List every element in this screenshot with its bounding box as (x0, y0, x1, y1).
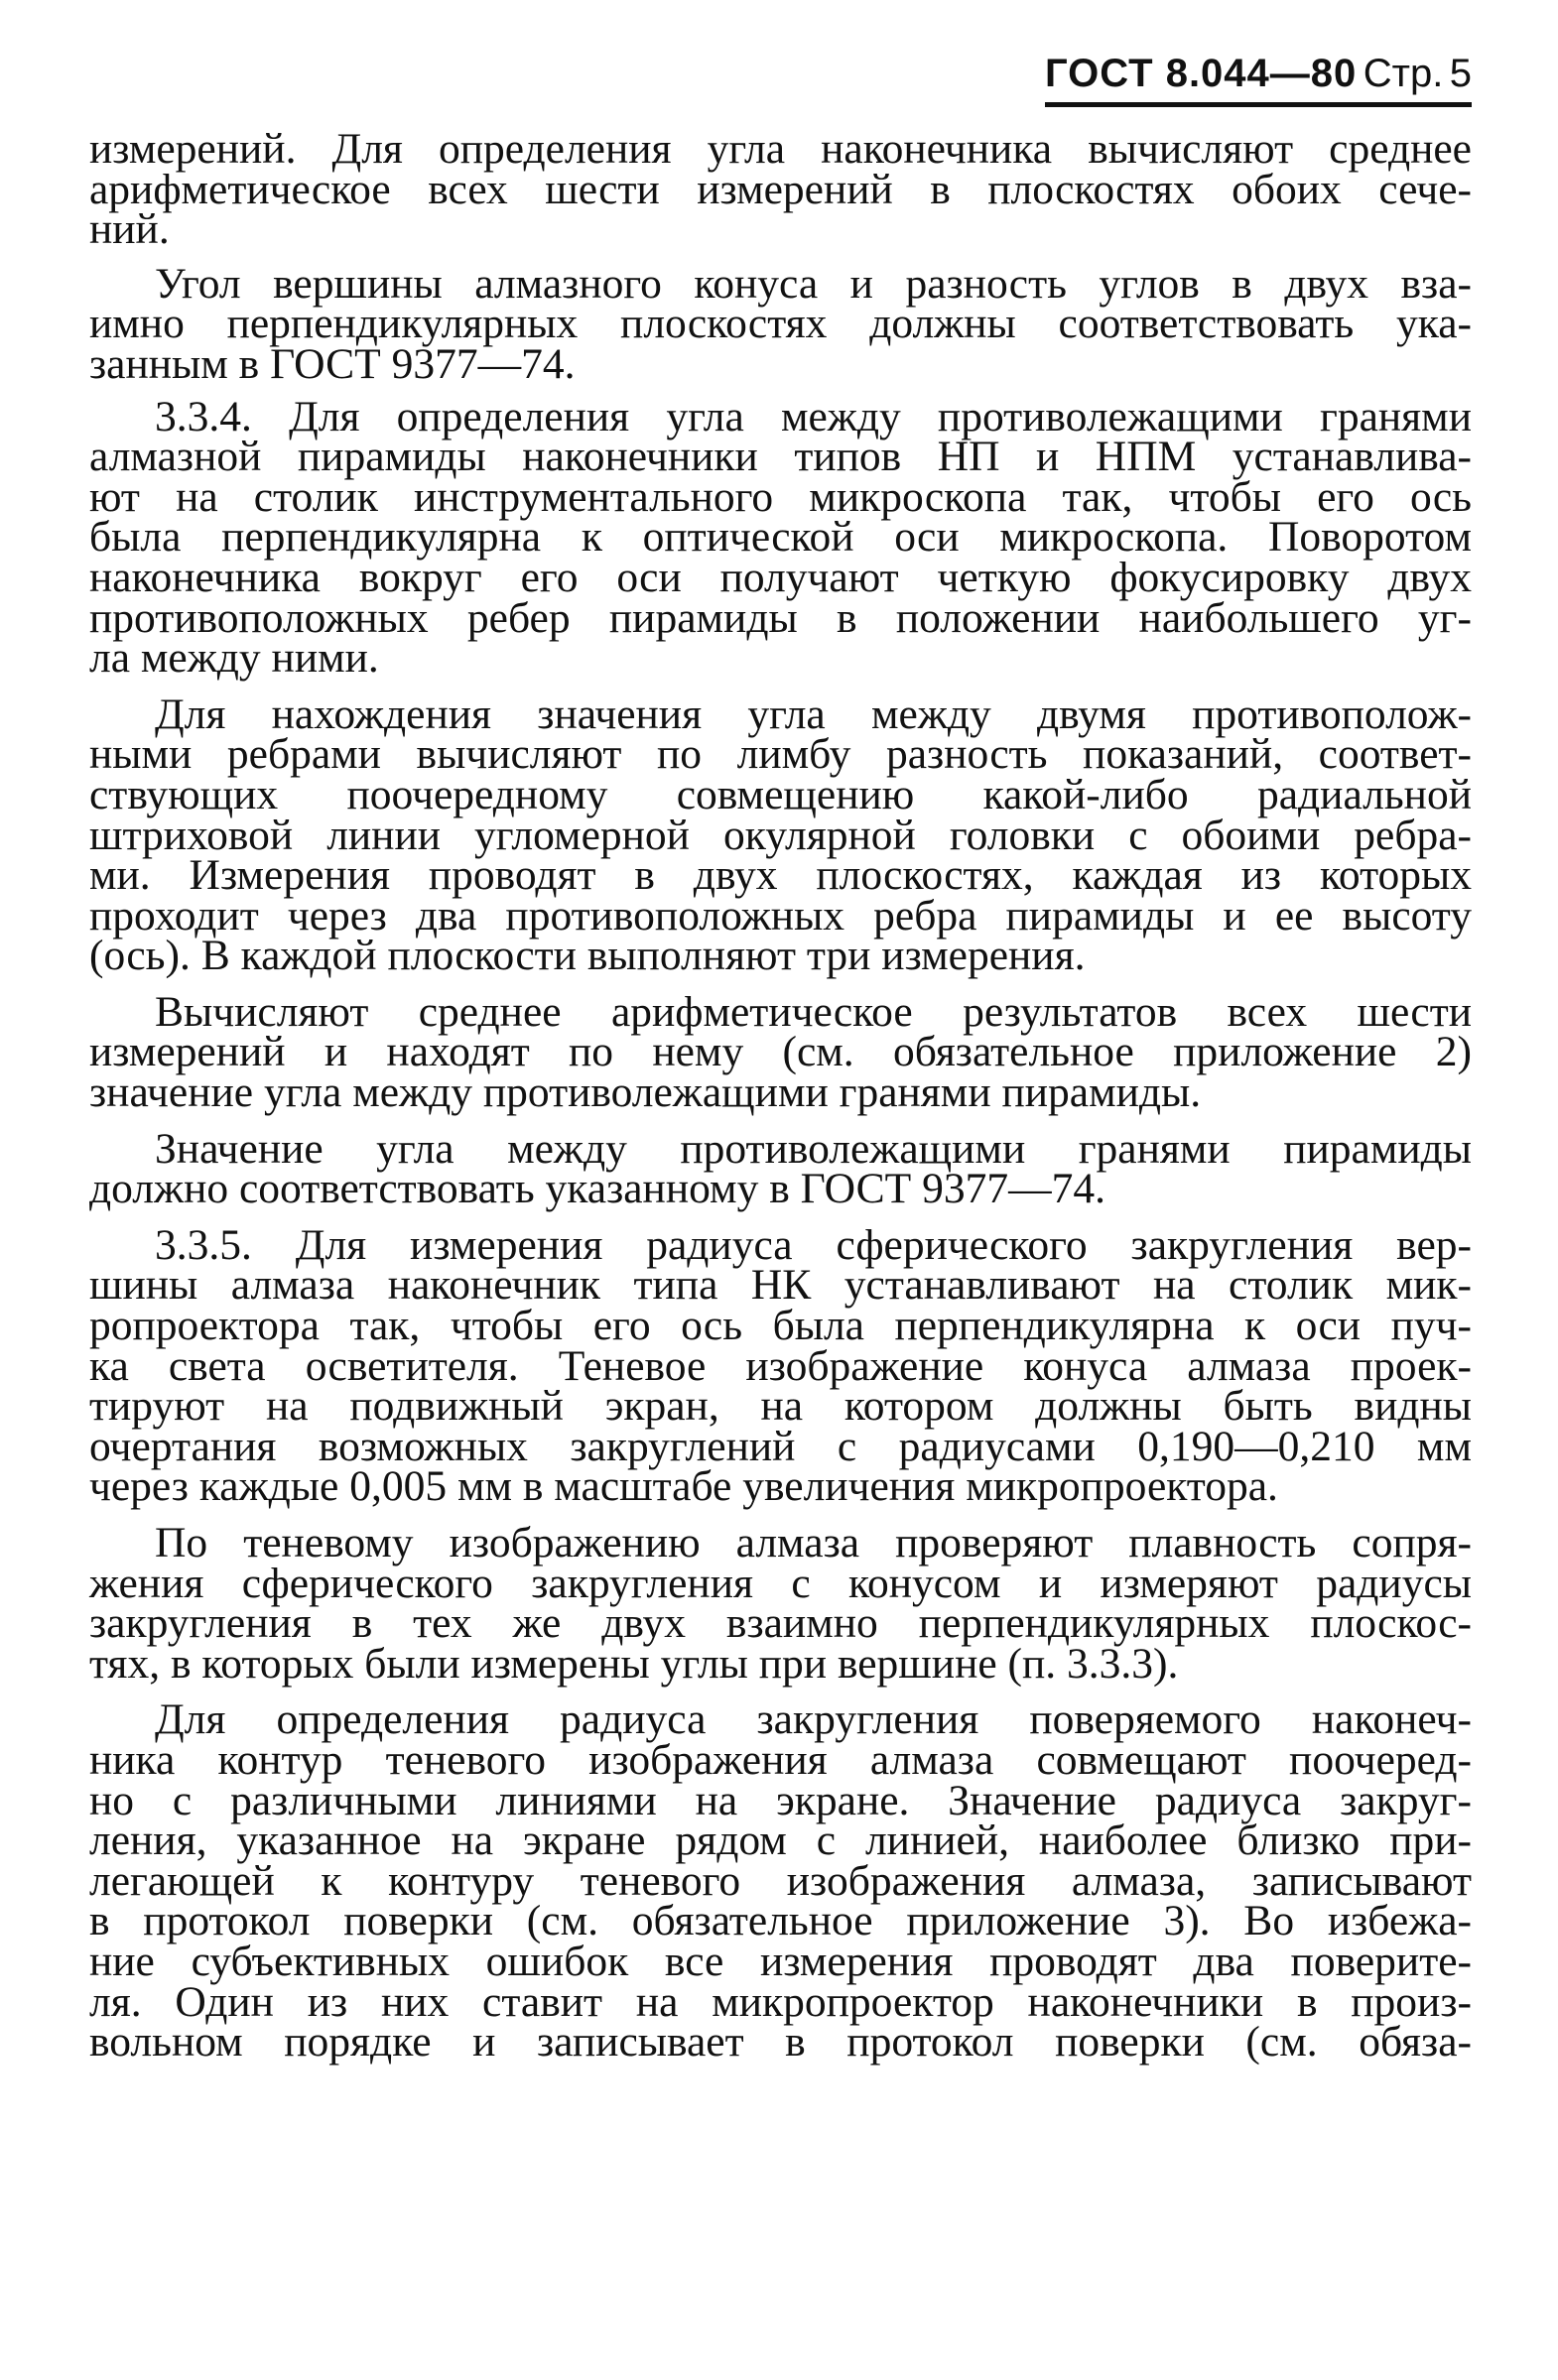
text-line: ными ребрами вычисляют по лимбу разность показаний, соответ- (89, 730, 1472, 779)
text-line: занным в ГОСТ 9377—74. (89, 339, 576, 388)
text-line: ля. Один из них ставит на микропроектор наконечники в произ- (89, 1977, 1472, 2026)
text-line: ка света осветителя. Теневое изображение конуса алмаза проек- (89, 1341, 1472, 1390)
page-label: Стр. (1363, 52, 1444, 95)
text-line: По теневому изображению алмаза проверяют плавность сопря- (155, 1519, 1472, 1566)
text-line: ми. Измерения проводят в двух плоскостях, каждая из которых (89, 851, 1472, 900)
text-line: ления, указанное на экране рядом с линией, наиболее близко при- (89, 1816, 1472, 1865)
text-line: вольном порядке и записывает в протокол поверки (см. обяза- (89, 2018, 1472, 2067)
text-line: ствующих поочередному совмещению какой-либо радиальной (89, 770, 1472, 818)
paragraph (89, 987, 1472, 1117)
text-line: 3.3.4. Для определения угла между противолежащими гранями (155, 392, 1472, 440)
text-line: проходит через два противоположных ребра пирамиды и ее высоту (89, 891, 1472, 939)
text-line: имно перпендикулярных плоскостях должны соответствовать ука- (89, 300, 1472, 348)
text-line: ропроектора так, чтобы его ось была перпендикулярна к оси пуч- (89, 1302, 1472, 1350)
text-line: шины алмаза наконечник типа НК устанавливают на столик мик- (89, 1261, 1472, 1310)
text-line: значение угла между противолежащими гранями пирамиды. (89, 1068, 1202, 1117)
text-line: тируют на подвижный экран, на котором должны быть видны (89, 1382, 1472, 1431)
page-number: 5 (1449, 52, 1472, 95)
text-line: наконечника вокруг его оси получают четкую фокусировку двух (89, 553, 1472, 601)
paragraph (89, 689, 1472, 980)
paragraph (89, 259, 1472, 388)
text-line: измерений и находят по нему (см. обязательное приложение 2) (89, 1028, 1472, 1076)
paragraph (89, 392, 1472, 683)
text-line: ла между ними. (89, 634, 379, 683)
text-line: но с различными линиями на экране. Значение радиуса закруг- (89, 1776, 1472, 1824)
text-line: через каждые 0,005 мм в масштабе увеличения микропроектора. (89, 1462, 1278, 1511)
page-header (1045, 52, 1472, 107)
text-line: арифметическое всех шести измерений в плоскостях обоих сече- (89, 165, 1472, 213)
paragraph (89, 125, 1472, 254)
text-line: в протокол поверки (см. обязательное приложение 3). Во избежа- (89, 1897, 1472, 1945)
text-line: измерений. Для определения угла наконечника вычисляют среднее (89, 125, 1472, 173)
text-line: алмазной пирамиды наконечники типов НП и НПМ устанавлива- (89, 433, 1472, 481)
text-line: тях, в которых были измерены углы при вершине (п. 3.3.3). (89, 1639, 1179, 1688)
text-line: должно соответствовать указанному в ГОСТ 9377—74. (89, 1165, 1105, 1213)
text-line: жения сферического закругления с конусом и измеряют радиусы (89, 1559, 1472, 1607)
paragraph (89, 1695, 1472, 2067)
text-line: легающей к контуру теневого изображения алмаза, записывают (89, 1856, 1472, 1905)
text-line: Вычисляют среднее арифметическое результатов всех шести (155, 987, 1472, 1036)
text-line: противоположных ребер пирамиды в положении наибольшего уг- (89, 593, 1472, 642)
paragraph (89, 1519, 1472, 1688)
paragraph (89, 1220, 1472, 1511)
text-line: ника контур теневого изображения алмаза совмещают поочеред- (89, 1735, 1472, 1784)
text-line: штриховой линии угломерной окулярной головки с обоими ребра- (89, 811, 1472, 859)
standard-number: ГОСТ 8.044—80 (1045, 52, 1358, 95)
document-body (89, 125, 1472, 2067)
text-line: Угол вершины алмазного конуса и разность углов в двух вза- (155, 259, 1472, 308)
text-line: очертания возможных закруглений с радиусами 0,190—0,210 мм (89, 1422, 1472, 1470)
text-line: ние субъективных ошибок все измерения проводят два поверите- (89, 1937, 1472, 1985)
text-line: ний. (89, 205, 170, 254)
text-line: закругления в тех же двух взаимно перпендикулярных плоскос- (89, 1599, 1472, 1648)
text-line: Для определения радиуса закругления поверяемого наконеч- (155, 1695, 1472, 1744)
text-line: (ось). В каждой плоскости выполняют три измерения. (89, 932, 1086, 980)
text-line: ют на столик инструментального микроскопа так, чтобы его ось (89, 472, 1472, 521)
paragraph (89, 1124, 1472, 1213)
text-line: Значение угла между противолежащими гранями пирамиды (155, 1124, 1472, 1173)
text-line: Для нахождения значения угла между двумя противополож- (155, 689, 1472, 738)
text-line: была перпендикулярна к оптической оси микроскопа. Поворотом (89, 513, 1472, 562)
text-line: 3.3.5. Для измерения радиуса сферического закругления вер- (155, 1220, 1472, 1269)
